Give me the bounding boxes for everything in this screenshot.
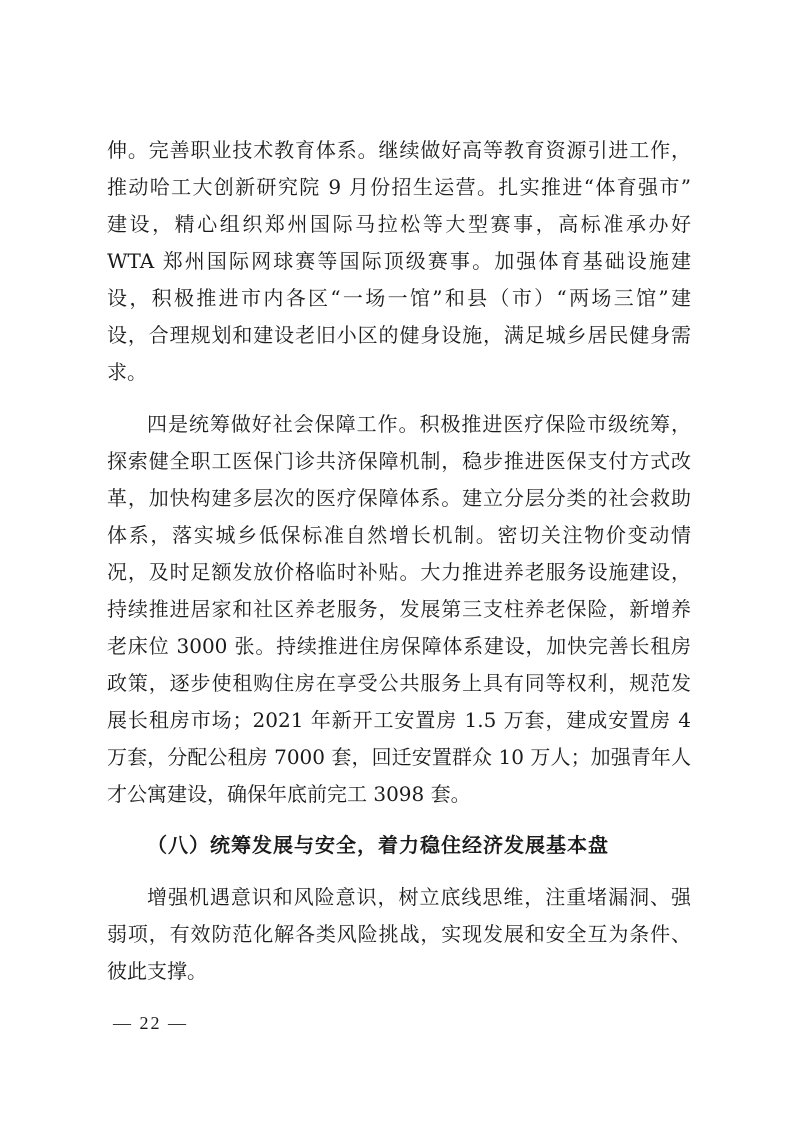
paragraph-3-line-3: 彼此支撑。	[107, 959, 207, 983]
paragraph-2-line-5: 况，及时足额发放价格临时补贴。大力推进养老服务设施建设，	[107, 560, 691, 584]
paragraph-1-line-6: 设，合理规划和建设老旧小区的健身设施，满足城乡居民健身需	[107, 323, 691, 347]
paragraph-2-line-6: 持续推进居家和社区养老服务，发展第三支柱养老保险，新增养	[107, 597, 691, 621]
paragraph-2-line-8: 政策，逐步使租购住房在享受公共服务上具有同等权利，规范发	[107, 671, 691, 695]
paragraph-1-line-3: 建设，精心组织郑州国际马拉松等大型赛事，高标准承办好	[107, 212, 691, 236]
page-number: — 22 —	[113, 1013, 188, 1033]
paragraph-2-line-3: 革，加快构建多层次的医疗保障体系。建立分层分类的社会救助	[107, 486, 691, 510]
paragraph-1-line-7: 求。	[107, 360, 147, 384]
paragraph-1-line-5: 设，积极推进市内各区“一场一馆”和县（市）“两场三馆”建	[107, 286, 691, 310]
paragraph-2-line-7: 老床位 3000 张。持续推进住房保障体系建设，加快完善长租房	[107, 634, 691, 658]
paragraph-3-line-2: 弱项，有效防范化解各类风险挑战，实现发展和安全互为条件、	[107, 922, 691, 946]
paragraph-2-line-9: 展长租房市场；2021 年新开工安置房 1.5 万套，建成安置房 4	[107, 708, 691, 732]
paragraph-2-line-11: 才公寓建设，确保年底前完工 3098 套。	[107, 782, 471, 806]
section-heading: （八）统筹发展与安全，着力稳住经济发展基本盘	[147, 833, 609, 857]
paragraph-1-line-4: WTA 郑州国际网球赛等国际顶级赛事。加强体育基础设施建	[107, 249, 691, 273]
paragraph-2-line-2: 探索健全职工医保门诊共济保障机制，稳步推进医保支付方式改	[107, 449, 691, 473]
paragraph-2-line-4: 体系，落实城乡低保标准自然增长机制。密切关注物价变动情	[107, 523, 691, 547]
paragraph-2-line-1: 四是统筹做好社会保障工作。积极推进医疗保险市级统筹，	[147, 412, 691, 436]
paragraph-1-line-1: 伸。完善职业技术教育体系。继续做好高等教育资源引进工作，	[107, 138, 691, 162]
paragraph-1-line-2: 推动哈工大创新研究院 9 月份招生运营。扎实推进“体育强市”	[107, 175, 691, 199]
paragraph-3-line-1: 增强机遇意识和风险意识，树立底线思维，注重堵漏洞、强	[147, 885, 691, 909]
paragraph-2-line-10: 万套，分配公租房 7000 套，回迁安置群众 10 万人；加强青年人	[107, 745, 691, 769]
